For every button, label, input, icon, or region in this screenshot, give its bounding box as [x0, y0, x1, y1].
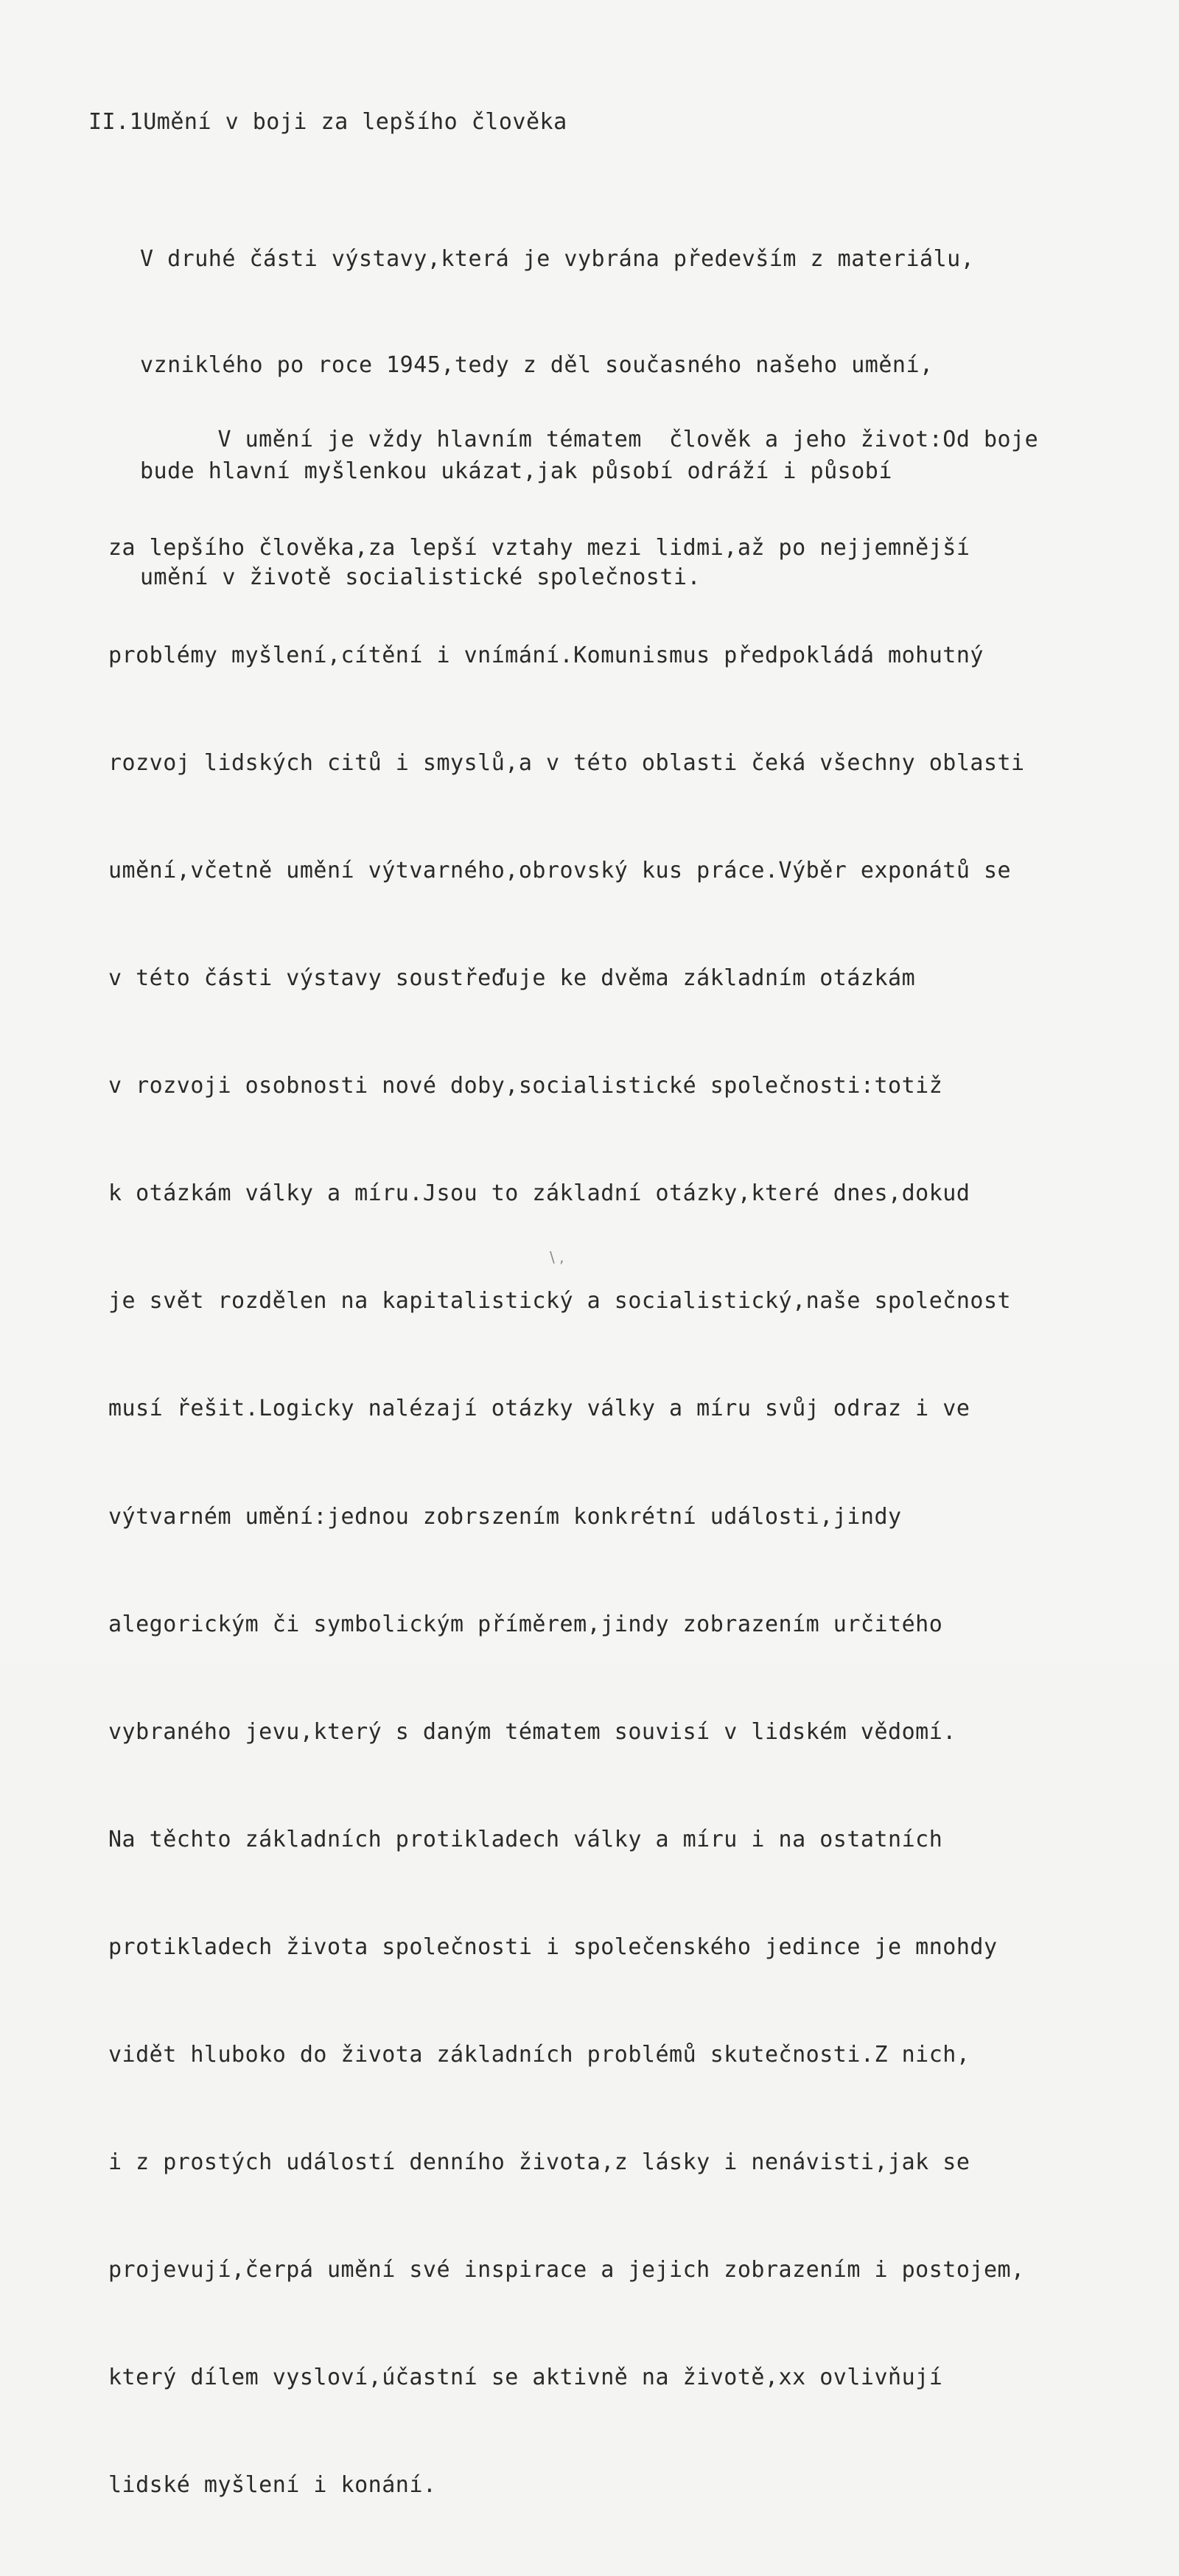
paragraph-2-line: v rozvoji osobnosti nové doby,socialistické společnosti:totiž	[108, 1073, 943, 1099]
paragraph-1-line: vzniklého po roce 1945,tedy z děl současného našeho umění,	[140, 352, 934, 378]
section-heading: II.1Umění v boji za lepšího člověka	[88, 109, 567, 135]
paragraph-2	[108, 351, 1038, 2576]
paragraph-2-line: umění,včetně umění výtvarného,obrovský kus práce.Výběr exponátů se	[108, 857, 1012, 883]
paragraph-1-line: umění v životě socialistické společnosti.	[140, 564, 702, 590]
paragraph-2-line: V umění je vždy hlavním tématem člověk a jeho život:Od boje	[108, 427, 1039, 453]
paragraph-2-line: alegorickým či symbolickým příměrem,jindy zobrazením určitého	[108, 1611, 943, 1637]
stray-ink-mark: \ ,	[550, 1248, 564, 1266]
paragraph-2-line: projevují,čerpá umění své inspirace a jejich zobrazením i postojem,	[108, 2257, 1025, 2283]
paragraph-2-line: lidské myšlení i konání.	[108, 2472, 437, 2499]
paragraph-2-line: za lepšího člověka,za lepší vztahy mezi lidmi,až po nejjemnější	[108, 534, 970, 561]
paragraph-2-line: vidět hluboko do života základních problémů skutečnosti.Z nich,	[108, 2042, 970, 2068]
paragraph-2-line: který dílem vysloví,účastní se aktivně na životě,xx ovlivňují	[108, 2365, 943, 2391]
paragraph-2-line: výtvarném umění:jednou zobrszením konkrétní události,jindy	[108, 1503, 902, 1530]
paragraph-1-line: V druhé části výstavy,která je vybrána především z materiálu,	[140, 246, 975, 272]
paragraph-2-line: vybraného jevu,který s daným tématem souvisí v lidském vědomí.	[108, 1718, 956, 1745]
paragraph-2-line: k otázkám války a míru.Jsou to základní otázky,které dnes,dokud	[108, 1180, 970, 1207]
paragraph-2-line: musí řešit.Logicky nalézají otázky války a míru svůj odraz i ve	[108, 1396, 970, 1422]
paragraph-2-line: rozvoj lidských citů i smyslů,a v této oblasti čeká všechny oblasti	[108, 749, 1025, 776]
paragraph-1-line: bude hlavní myšlenkou ukázat,jak působí odráží i působí	[140, 458, 892, 484]
paragraph-2-line: problémy myšlení,cítění i vnímání.Komunismus předpokládá mohutný	[108, 642, 984, 668]
paragraph-2-line: Na těchto základních protikladech války a míru i na ostatních	[108, 1826, 943, 1852]
paragraph-2-line: protikladech života společnosti i společenského jedince je mnohdy	[108, 1933, 998, 1960]
paragraph-2-line: je svět rozdělen na kapitalistický a socialistický,naše společnost	[108, 1288, 1012, 1315]
paragraph-2-line: v této části výstavy soustřeďuje ke dvěma základním otázkám	[108, 965, 916, 991]
paragraph-2-line: i z prostých událostí denního života,z lásky i nenávisti,jak se	[108, 2149, 970, 2176]
